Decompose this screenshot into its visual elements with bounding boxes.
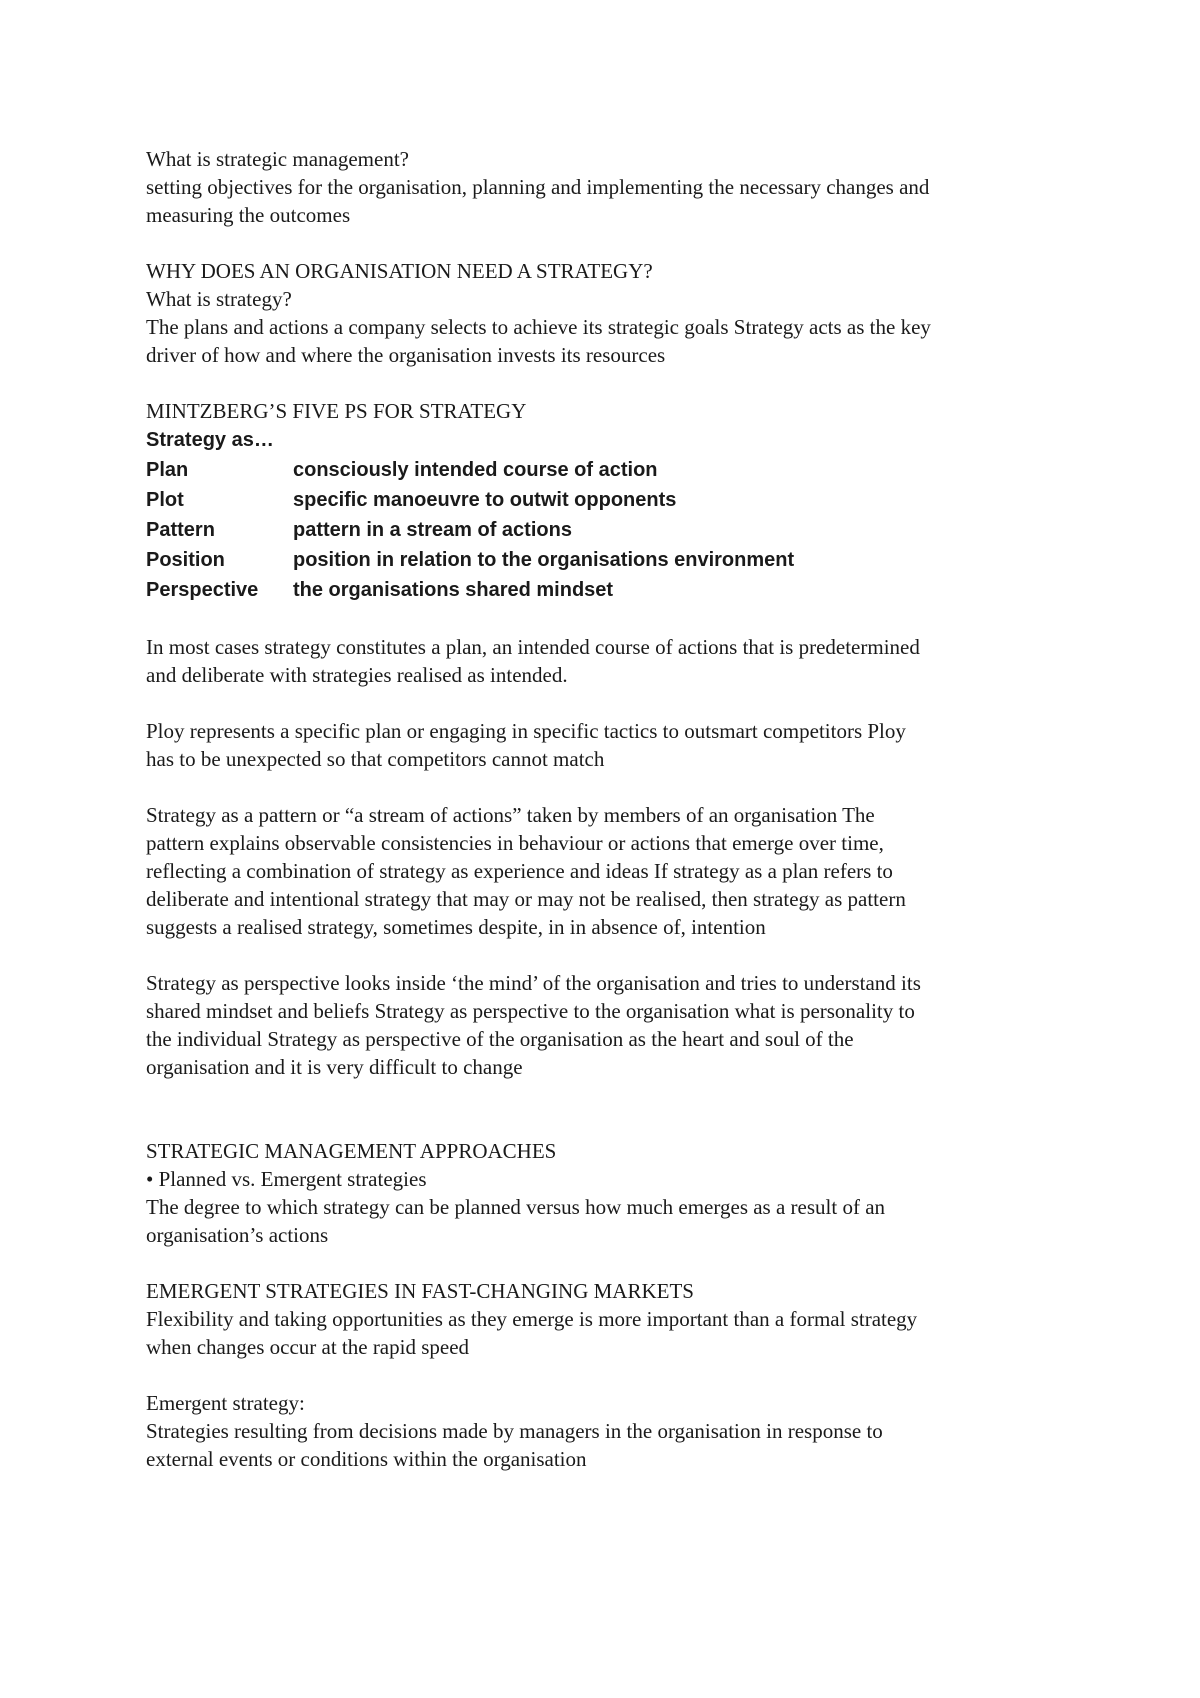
ps-definition: specific manoeuvre to outwit opponents	[293, 489, 677, 511]
intro-line-2: measuring the outcomes	[146, 203, 351, 227]
emergent-markets-line-2: when changes occur at the rapid speed	[146, 1335, 470, 1359]
emergent-markets-line-1: Flexibility and taking opportunities as they emerge is more important than a formal strategy	[146, 1307, 918, 1331]
mintzberg-subheading: Strategy as…	[146, 429, 274, 451]
why-heading: WHY DOES AN ORGANISATION NEED A STRATEGY?	[146, 259, 653, 283]
emergent-def-line-1: Strategies resulting from decisions made by managers in the organisation in response to	[146, 1419, 883, 1443]
perspective-para-line-4: organisation and it is very difficult to change	[146, 1055, 523, 1079]
ps-term: Perspective	[146, 579, 259, 601]
why-question: What is strategy?	[146, 287, 292, 311]
plan-para-line-2: and deliberate with strategies realised as intended.	[146, 663, 568, 687]
intro-question: What is strategic management?	[146, 147, 409, 171]
five-ps-row	[146, 545, 794, 575]
perspective-para-line-3: the individual Strategy as perspective of the organisation as the heart and soul of the	[146, 1027, 854, 1051]
ps-term: Pattern	[146, 519, 215, 541]
ps-definition: consciously intended course of action	[293, 459, 658, 481]
perspective-para-line-1: Strategy as perspective looks inside ‘the mind’ of the organisation and tries to understand its	[146, 971, 921, 995]
five-ps-row	[146, 575, 794, 605]
ploy-para-line-2: has to be unexpected so that competitors cannot match	[146, 747, 605, 771]
mintzberg-heading: MINTZBERG’S FIVE PS FOR STRATEGY	[146, 399, 527, 423]
ps-term: Position	[146, 549, 225, 571]
five-ps-row	[146, 485, 794, 515]
ps-definition: pattern in a stream of actions	[293, 519, 572, 541]
ps-definition: position in relation to the organisations environment	[293, 549, 795, 571]
ps-term: Plot	[146, 489, 184, 511]
plan-para-line-1: In most cases strategy constitutes a plan, an intended course of actions that is predetermined	[146, 635, 920, 659]
why-line-2: driver of how and where the organisation invests its resources	[146, 343, 666, 367]
pattern-para-line-4: deliberate and intentional strategy that may or may not be realised, then strategy as pattern	[146, 887, 906, 911]
approaches-heading: STRATEGIC MANAGEMENT APPROACHES	[146, 1139, 557, 1163]
pattern-para-line-5: suggests a realised strategy, sometimes despite, in in absence of, intention	[146, 915, 766, 939]
emergent-def-line-2: external events or conditions within the organisation	[146, 1447, 587, 1471]
emergent-strategy-label: Emergent strategy:	[146, 1391, 305, 1415]
pattern-para-line-3: reflecting a combination of strategy as experience and ideas If strategy as a plan refers to	[146, 859, 893, 883]
perspective-para-line-2: shared mindset and beliefs Strategy as perspective to the organisation what is personality to	[146, 999, 915, 1023]
five-ps-row	[146, 515, 794, 545]
approaches-line-2: organisation’s actions	[146, 1223, 329, 1247]
intro-line-1: setting objectives for the organisation, planning and implementing the necessary changes and	[146, 175, 930, 199]
pattern-para-line-1: Strategy as a pattern or “a stream of actions” taken by members of an organisation The	[146, 803, 875, 827]
five-ps-row	[146, 455, 794, 485]
ps-definition: the organisations shared mindset	[293, 579, 614, 601]
approaches-bullet: • Planned vs. Emergent strategies	[146, 1167, 427, 1191]
ps-term: Plan	[146, 459, 189, 481]
approaches-line-1: The degree to which strategy can be planned versus how much emerges as a result of an	[146, 1195, 886, 1219]
ploy-para-line-1: Ploy represents a specific plan or engaging in specific tactics to outsmart competitors Ploy	[146, 719, 906, 743]
emergent-markets-heading: EMERGENT STRATEGIES IN FAST-CHANGING MARKETS	[146, 1279, 694, 1303]
five-ps-table	[146, 455, 794, 605]
why-line-1: The plans and actions a company selects to achieve its strategic goals Strategy acts as the key	[146, 315, 931, 339]
document-body	[146, 145, 1076, 1473]
pattern-para-line-2: pattern explains observable consistencies in behaviour or actions that emerge over time,	[146, 831, 884, 855]
